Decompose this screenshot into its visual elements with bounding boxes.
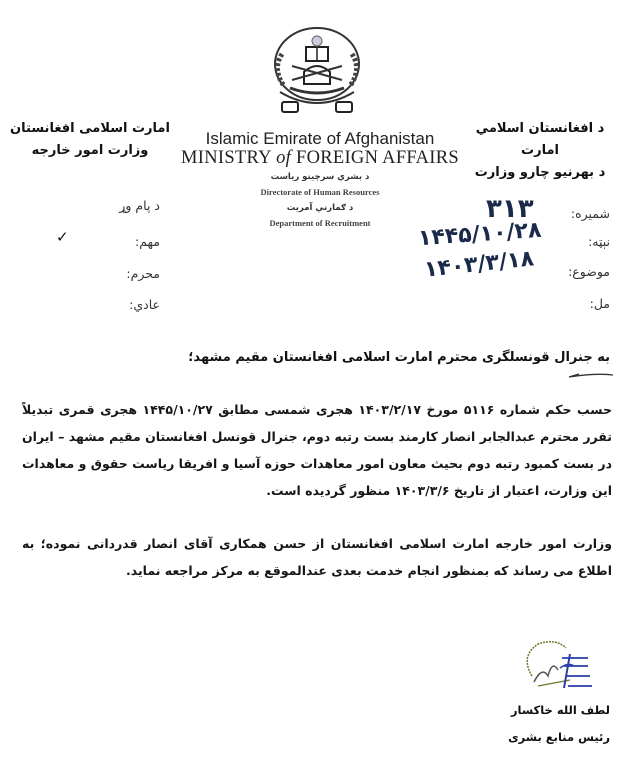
signatory-name: لطف الله خاکسار <box>510 703 610 717</box>
subject-value: ۱۴۰۳/۳/۱۸ <box>422 246 536 283</box>
emirate-name-dari: امارت اسلامی افغانستان <box>10 121 170 136</box>
ministry-word: MINISTRY <box>181 148 277 168</box>
date-label: نېټه: <box>588 234 610 249</box>
date-value: ۱۴۴۵/۱۰/۲۸ <box>417 217 543 252</box>
addressee: به جنرال قونسلگری محترم امارت اسلامی افغانستان مقیم مشهد؛ <box>188 350 610 365</box>
number-value: ۳۱۳ <box>486 194 534 224</box>
department-pashto: د ګمارنې آمریت <box>286 203 354 213</box>
foreign-affairs-word: FOREIGN AFFAIRS <box>291 148 459 168</box>
letterhead-right-pashto <box>460 118 620 184</box>
signatory-title: رئیس منابع بشری <box>508 730 610 744</box>
ministry-name-pashto: د بهرنيو چارو وزارت <box>474 165 606 180</box>
number-label: شمیره: <box>570 206 610 221</box>
body-paragraph-2: وزارت امور خارجه امارت اسلامی افغانستان از حسن همکاری آقای انصار قدردانی نموده؛ به اطلاع می رساند که بمنظور انجام خدمت بعدی عندالموقع به مرکز مراجعه نماید. <box>22 536 612 578</box>
attachment-label: مل: <box>589 296 610 311</box>
ministry-title-en <box>170 148 470 169</box>
important-label: مهم: <box>135 234 160 249</box>
emirate-title-en: Islamic Emirate of Afghanistan <box>205 129 435 148</box>
ministry-name-dari: وزارت امور خارجه <box>31 143 149 158</box>
directorate-pashto: د بشري سرچينو رياست <box>270 172 370 182</box>
subject-label: موضوع: <box>568 264 610 279</box>
check-mark-icon: ✓ <box>56 228 69 246</box>
directorate-en: Directorate of Human Resources <box>260 187 380 197</box>
priority-heading: د پام وړ <box>119 198 160 213</box>
department-en: Department of Recruitment <box>269 218 371 228</box>
emblem-icon <box>252 14 382 118</box>
body-paragraph-1: حسب حکم شماره ۵۱۱۶ مورخ ۱۴۰۳/۲/۱۷ هجری شمسی مطابق ۱۴۴۵/۱۰/۲۷ هجری قمری تبدیلاً تقرر محترم عبدالجابر انصار کارمند بست رتبه دوم، جنرال قونسل افغانستان مقیم مشهد – ایران در بست کمبود رتبه دوم بحیث معاون امور معاهدات حوزه آسیا و افریقا ریاست حقوق و معاهدات این وزارت، اعتبار از تاریخ ۱۴۰۳/۳/۶ منظور گردیده است. <box>22 402 612 498</box>
confidential-label: محرم: <box>126 266 160 281</box>
letterhead-left-dari <box>10 118 170 162</box>
of-word: of <box>276 148 292 168</box>
underline-stroke-icon <box>565 365 615 373</box>
signature-stamp-icon <box>512 636 602 698</box>
emirate-name-pashto: د افغانستان اسلامي امارت <box>475 121 605 158</box>
normal-label: عادي: <box>129 297 160 312</box>
